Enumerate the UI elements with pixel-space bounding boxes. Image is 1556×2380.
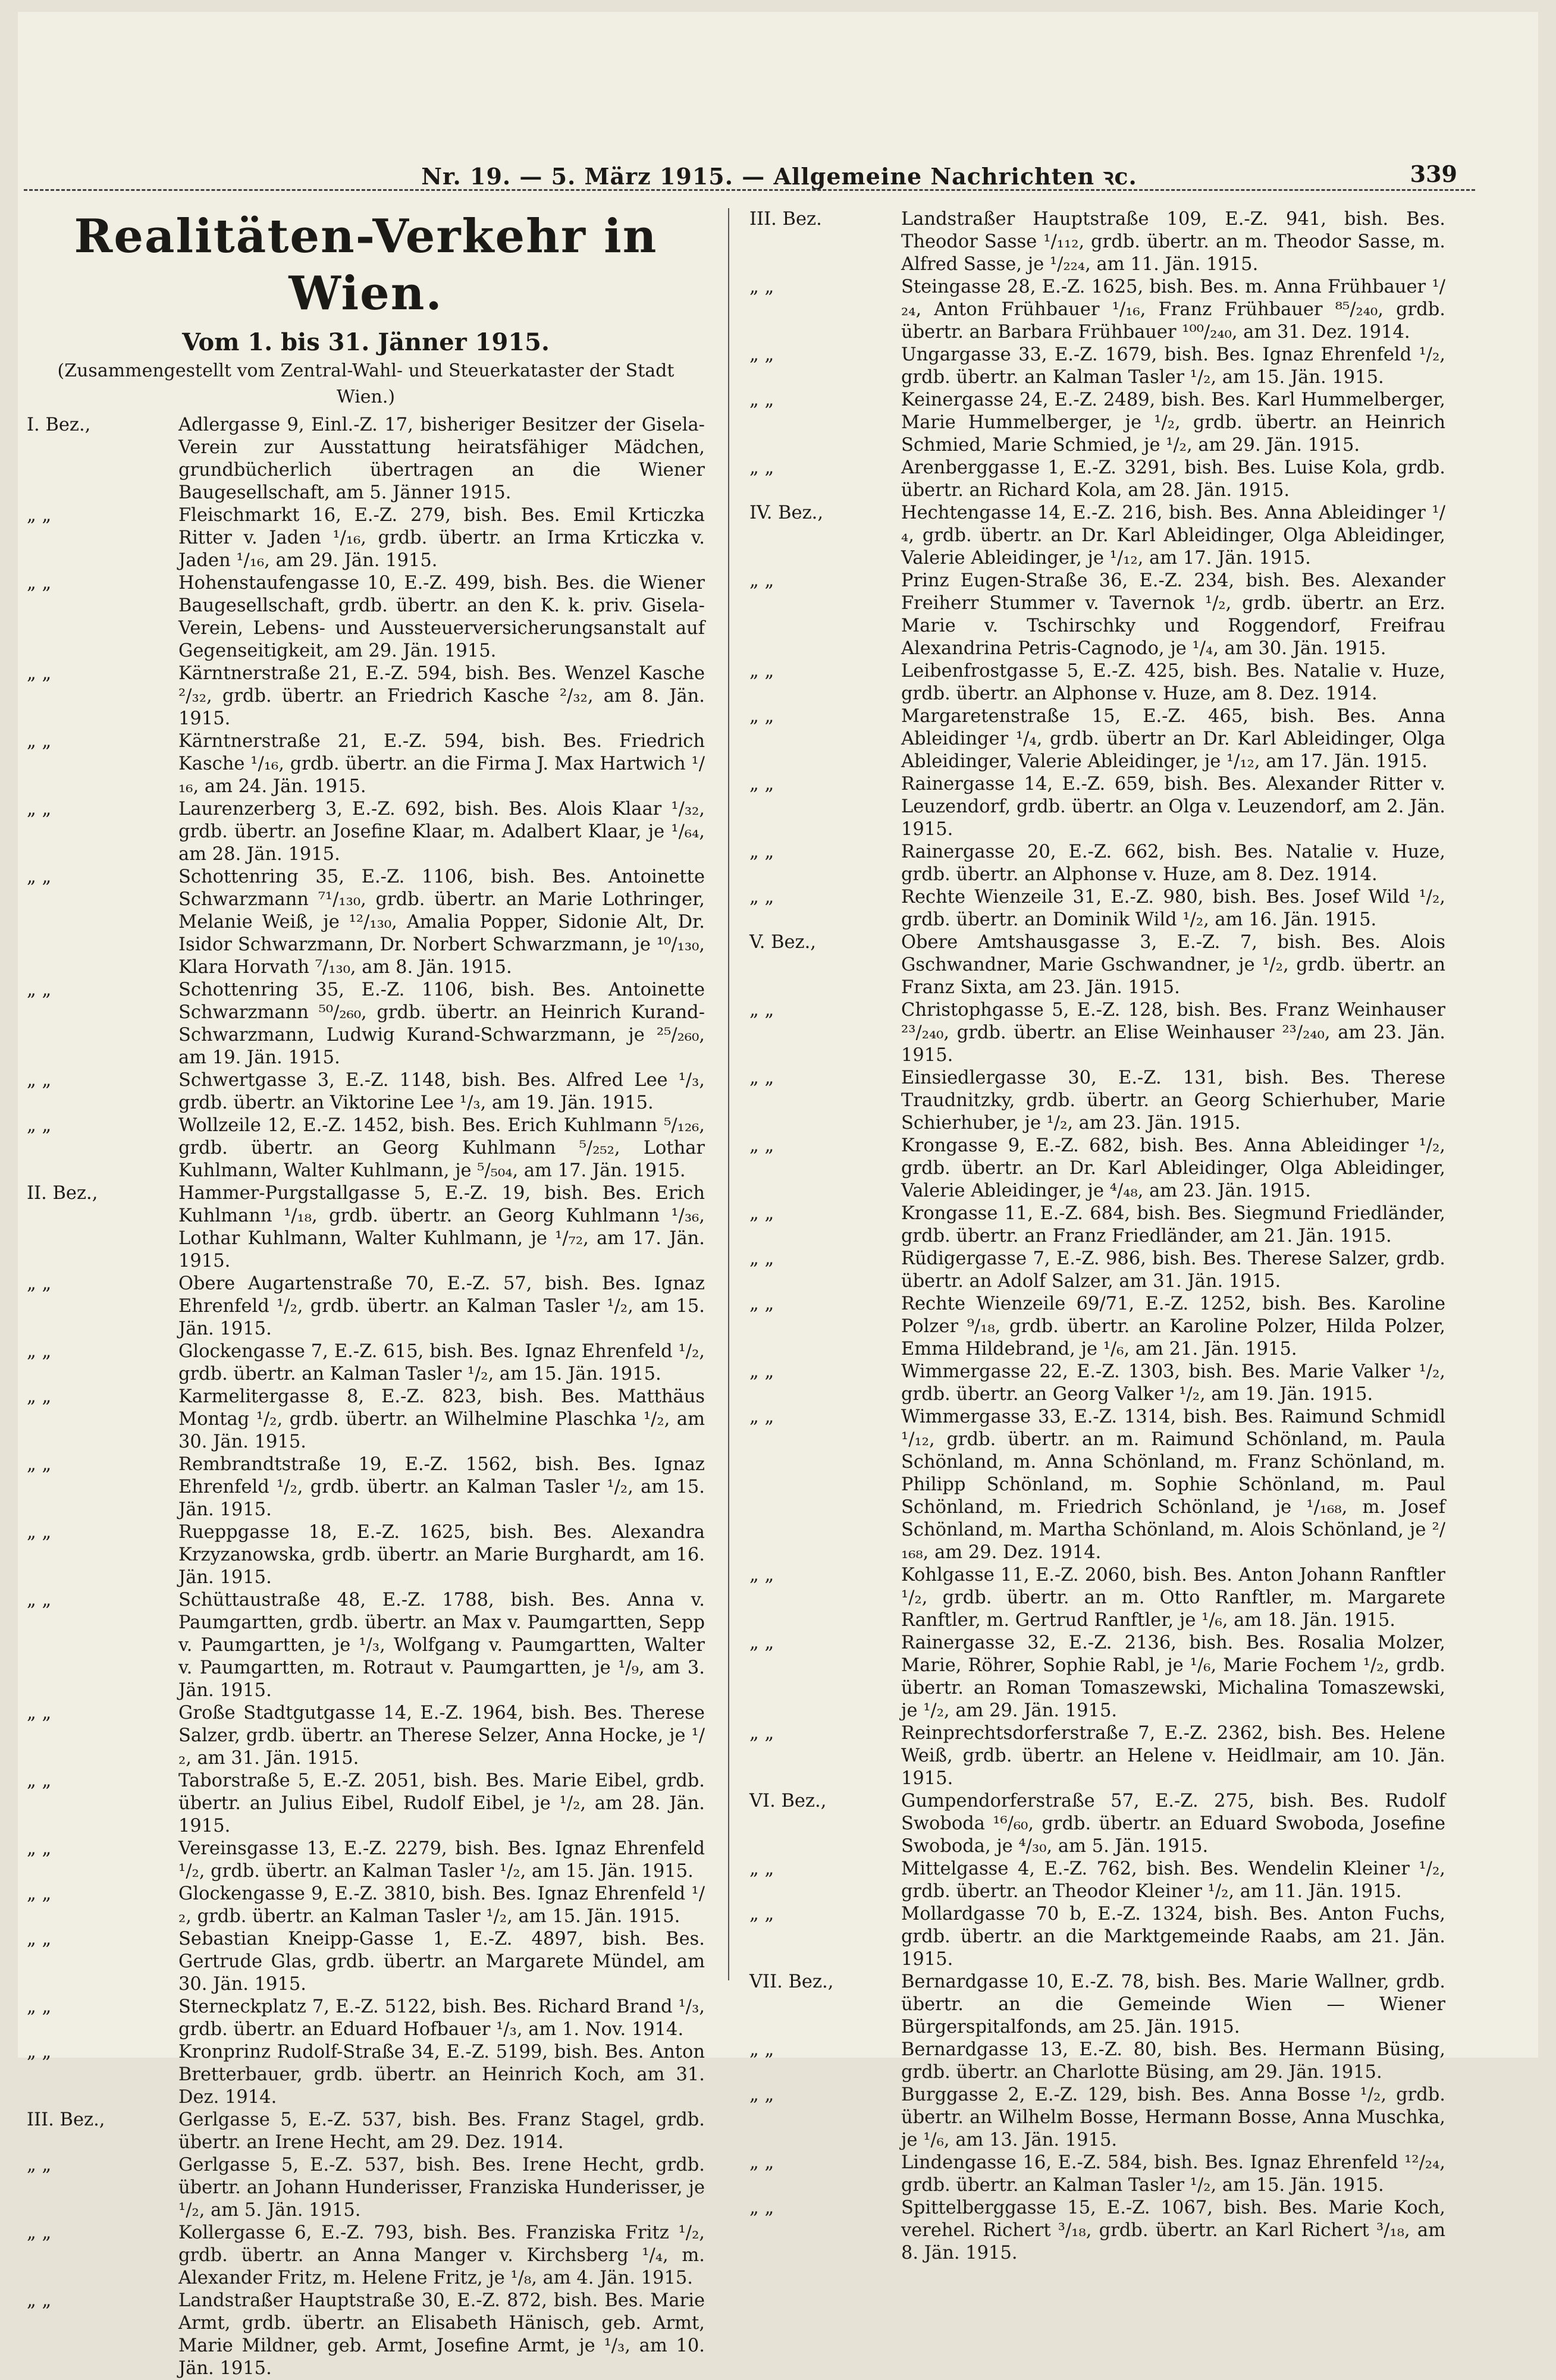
entry-text: Steingasse 28, E.-Z. 1625, bish. Bes. m. Anna Frühbauer ¹/₂₄, Anton Frühbauer ¹/₁₆, Franz Frühbauer ⁸⁵/₂₄₀, grdb. übertr. an Barbara Frühbauer ¹⁰⁰/₂₄₀, am 31. Dez. 1914.	[901, 277, 1445, 343]
register-entry	[27, 1521, 705, 1589]
entry-text: Burggasse 2, E.-Z. 129, bish. Bes. Anna Bosse ¹/₂, grdb. übertr. an Wilhelm Bosse, Hermann Bosse, Anna Muschka, je ¹/₆, am 13. Jän. 1915.	[901, 2084, 1445, 2150]
district-label: „ „	[27, 1929, 52, 1949]
entry-text: Mollardgasse 70 b, E.-Z. 1324, bish. Bes. Anton Fuchs, grdb. übertr. an die Marktgemeinde Raabs, am 21. Jän. 1915.	[901, 1904, 1445, 1970]
register-entry	[27, 504, 705, 572]
district-label: „ „	[749, 2152, 774, 2173]
entry-text: Leibenfrostgasse 5, E.-Z. 425, bish. Bes. Natalie v. Huze, grdb. übertr. an Alphonse v. Huze, am 8. Dez. 1914.	[901, 661, 1445, 704]
register-entry	[749, 570, 1445, 660]
register-entry	[27, 2109, 705, 2154]
entry-text: Taborstraße 5, E.-Z. 2051, bish. Bes. Marie Eibel, grdb. übertr. an Julius Eibel, Rudolf Eibel, je ¹/₂, am 28. Jän. 1915.	[178, 1770, 705, 1836]
district-label: „ „	[749, 2197, 774, 2218]
district-label: „ „	[749, 1293, 774, 1314]
entry-text: Kärntnerstraße 21, E.-Z. 594, bish. Bes. Friedrich Kasche ¹/₁₆, grdb. übertr. an die Firma J. Max Hartwich ¹/₁₆, am 24. Jän. 1915.	[178, 731, 705, 797]
district-label: „ „	[27, 1838, 52, 1859]
entry-text: Bernardgasse 13, E.-Z. 80, bish. Bes. Hermann Büsing, grdb. übertr. an Charlotte Büsing, am 29. Jän. 1915.	[901, 2039, 1445, 2083]
running-title: Nr. 19. — 5. März 1915. — Allgemeine Nachrichten ꝛc.	[421, 163, 1137, 190]
entry-text: Kohlgasse 11, E.-Z. 2060, bish. Bes. Anton Johann Ranftler ¹/₂, grdb. übertr. an m. Otto Ranftler, m. Margarete Ranftler, m. Gertrud Ranftler, je ¹/₆, am 18. Jän. 1915.	[901, 1565, 1445, 1631]
entry-text: Hammer-Purgstallgasse 5, E.-Z. 19, bish. Bes. Erich Kuhlmann ¹/₁₈, grdb. übertr. an Georg Kuhlmann ¹/₃₆, Lothar Kuhlmann, Walter Kuhlmann, je ¹/₇₂, am 17. Jän. 1915.	[178, 1183, 705, 1271]
district-label: „ „	[749, 887, 774, 908]
register-entry	[27, 1996, 705, 2041]
register-entry	[27, 1589, 705, 1702]
entry-text: Rüdigergasse 7, E.-Z. 986, bish. Bes. Therese Salzer, grdb. übertr. an Adolf Salzer, am 31. Jän. 1915.	[901, 1248, 1445, 1292]
district-label: „ „	[749, 1904, 774, 1924]
entry-text: Karmelitergasse 8, E.-Z. 823, bish. Bes. Matthäus Montag ¹/₂, grdb. übertr. an Wilhelmine Plaschka ¹/₂, am 30. Jän. 1915.	[178, 1386, 705, 1452]
register-entry	[27, 979, 705, 1069]
register-entry	[749, 1564, 1445, 1632]
entry-text: Mittelgasse 4, E.-Z. 762, bish. Bes. Wendelin Kleiner ¹/₂, grdb. übertr. an Theodor Kleiner ¹/₂, am 11. Jän. 1915.	[901, 1858, 1445, 1902]
entry-text: Bernardgasse 10, E.-Z. 78, bish. Bes. Marie Wallner, grdb. übertr. an die Gemeinde Wien — Wiener Bürgerspitalfonds, am 25. Jän. 1915.	[901, 1971, 1445, 2037]
district-label: „ „	[27, 1996, 52, 2017]
district-label: „ „	[749, 344, 774, 365]
district-label: „ „	[27, 1273, 52, 1294]
district-label: „ „	[27, 1590, 52, 1610]
district-label: II. Bez.,	[27, 1183, 98, 1204]
district-label: „ „	[749, 1203, 774, 1224]
entry-text: Ungargasse 33, E.-Z. 1679, bish. Bes. Ignaz Ehrenfeld ¹/₂, grdb. übertr. an Kalman Tasler ¹/₂, am 15. Jän. 1915.	[901, 344, 1445, 388]
register-entry	[27, 1770, 705, 1838]
entry-text: Rechte Wienzeile 31, E.-Z. 980, bish. Bes. Josef Wild ¹/₂, grdb. übertr. an Dominik Wild ¹/₂, am 16. Jän. 1915.	[901, 887, 1445, 930]
district-label: „ „	[749, 1406, 774, 1427]
register-entry	[749, 886, 1445, 931]
district-label: „ „	[27, 1070, 52, 1091]
district-label: „ „	[27, 1770, 52, 1791]
register-entry	[749, 1067, 1445, 1135]
register-entry	[749, 1790, 1445, 1858]
register-entry	[749, 1971, 1445, 2039]
district-label: „ „	[749, 661, 774, 682]
district-label: „ „	[749, 706, 774, 727]
district-label: „ „	[749, 842, 774, 862]
entry-text: Rainergasse 32, E.-Z. 2136, bish. Bes. Rosalia Molzer, Marie, Röhrer, Sophie Rabl, je ¹/₆, Marie Fochem ¹/₂, grdb. übertr. an Roman Tomaszewski, Michalina Tomaszewski, je ¹/₂, am 29. Jän. 1915.	[901, 1632, 1445, 1721]
district-label: „ „	[27, 1115, 52, 1136]
district-label: „ „	[749, 1361, 774, 1382]
entry-text: Hechtengasse 14, E.-Z. 216, bish. Bes. Anna Ableidinger ¹/₄, grdb. übertr. an Dr. Karl Ableidinger, Olga Ableidinger, Valerie Ableidinger, je ¹/₁₂, am 17. Jän. 1915.	[901, 503, 1445, 569]
entry-text: Reinprechtsdorferstraße 7, E.-Z. 2362, bish. Bes. Helene Weiß, grdb. übertr. an Helene v. Heidlmair, am 10. Jän. 1915.	[901, 1723, 1445, 1789]
register-entry	[27, 730, 705, 798]
district-label: „ „	[27, 2042, 52, 2062]
register-entry	[749, 502, 1445, 570]
entry-text: Kollergasse 6, E.-Z. 793, bish. Bes. Franziska Fritz ¹/₂, grdb. übertr. an Anna Manger v. Kirchsberg ¹/₄, m. Alexander Fritz, m. Helene Fritz, je ¹/₈, am 4. Jän. 1915.	[178, 2222, 705, 2288]
header-rule	[24, 189, 1475, 191]
entry-text: Schottenring 35, E.-Z. 1106, bish. Bes. Antoinette Schwarzmann ⁷¹/₁₃₀, grdb. übertr. an Marie Lothringer, Melanie Weiß, je ¹²/₁₃₀, Amalia Popper, Sidonie Alt, Dr. Isidor Schwarzmann, Dr. Norbert Schwarzmann, je ¹⁰/₁₃₀, Klara Horvath ⁷/₁₃₀, am 8. Jän. 1915.	[178, 866, 705, 978]
entry-text: Laurenzerberg 3, E.-Z. 692, bish. Bes. Alois Klaar ¹/₃₂, grdb. übertr. an Josefine Klaar, m. Adalbert Klaar, je ¹/₆₄, am 28. Jän. 1915.	[178, 799, 705, 865]
register-entry	[749, 2084, 1445, 2152]
district-label: „ „	[27, 1883, 52, 1904]
page-header	[101, 161, 1457, 196]
entry-text: Rechte Wienzeile 69/71, E.-Z. 1252, bish. Bes. Karoline Polzer ⁹/₁₈, grdb. übertr. an Karoline Polzer, Hilda Polzer, Emma Hildebrand, je ¹/₆, am 21. Jän. 1915.	[901, 1293, 1445, 1359]
district-label: VII. Bez.,	[749, 1971, 834, 1992]
entry-text: Sebastian Kneipp-Gasse 1, E.-Z. 4897, bish. Bes. Gertrude Glas, grdb. übertr. an Margarete Mündel, am 30. Jän. 1915.	[178, 1929, 705, 1995]
entry-text: Vereinsgasse 13, E.-Z. 2279, bish. Bes. Ignaz Ehrenfeld ¹/₂, grdb. übertr. an Kalman Tasler ¹/₂, am 15. Jän. 1915.	[178, 1838, 705, 1882]
district-label: „ „	[27, 1703, 52, 1723]
entry-text: Obere Augartenstraße 70, E.-Z. 57, bish. Bes. Ignaz Ehrenfeld ¹/₂, grdb. übertr. an Kalman Tasler ¹/₂, am 15. Jän. 1915.	[178, 1273, 705, 1339]
entry-text: Arenberggasse 1, E.-Z. 3291, bish. Bes. Luise Kola, grdb. übertr. an Richard Kola, am 28. Jän. 1915.	[901, 457, 1445, 501]
district-label: „ „	[749, 1000, 774, 1021]
register-entry	[27, 662, 705, 730]
register-entry	[27, 1114, 705, 1182]
district-label: „ „	[27, 866, 52, 887]
entry-text: Christophgasse 5, E.-Z. 128, bish. Bes. Franz Weinhauser ²³/₂₄₀, grdb. übertr. an Elise Weinhauser ²³/₂₄₀, am 23. Jän. 1915.	[901, 1000, 1445, 1066]
register-entry	[749, 1248, 1445, 1293]
district-label: „ „	[749, 570, 774, 591]
register-entry	[749, 660, 1445, 705]
article-title: Realitäten-Verkehr in Wien.	[74, 209, 658, 321]
register-entry	[27, 572, 705, 662]
entry-text: Margaretenstraße 15, E.-Z. 465, bish. Bes. Anna Ableidinger ¹/₄, grdb. übertr an Dr. Karl Ableidinger, Olga Ableidinger, Valerie Ableidinger, je ¹/₁₂, am 17. Jän. 1915.	[901, 706, 1445, 772]
register-entry	[749, 931, 1445, 999]
register-entry	[27, 1838, 705, 1883]
entry-text: Wimmergasse 33, E.-Z. 1314, bish. Bes. Raimund Schmidl ¹/₁₂, grdb. übertr. an m. Raimund Schönland, m. Paula Schönland, m. Anna Schönland, m. Franz Schönland, m. Philipp Schönland, m. Sophie Schönland, m. Paul Schönland, m. Friedrich Schönland, je ¹/₁₆₈, m. Josef Schönland, m. Martha Schönland, m. Alois Schönland, je ²/₁₆₈, am 29. Dez. 1914.	[901, 1406, 1445, 1563]
district-label: „ „	[749, 1248, 774, 1269]
register-entry	[27, 798, 705, 866]
district-label: I. Bez.,	[27, 415, 91, 435]
entry-text: Einsiedlergasse 30, E.-Z. 131, bish. Bes. Therese Traudnitzky, grdb. übertr. an Georg Schierhuber, Marie Schierhuber, je ¹/₂, am 23. Jän. 1915.	[901, 1067, 1445, 1134]
entry-text: Obere Amtshausgasse 3, E.-Z. 7, bish. Bes. Alois Gschwandner, Marie Gschwandner, je ¹/₂, grdb. übertr. an Franz Sixta, am 23. Jän. 1915.	[901, 932, 1445, 998]
register-entry	[749, 1858, 1445, 1903]
entry-text: Wimmergasse 22, E.-Z. 1303, bish. Bes. Marie Valker ¹/₂, grdb. übertr. an Georg Valker ¹/₂, am 19. Jän. 1915.	[901, 1361, 1445, 1405]
register-entry	[749, 208, 1445, 276]
page-number: 339	[1410, 161, 1457, 187]
district-label: „ „	[749, 457, 774, 478]
district-label: „ „	[27, 2290, 52, 2311]
district-label: „ „	[749, 774, 774, 795]
entry-text: Landstraßer Hauptstraße 30, E.-Z. 872, bish. Bes. Marie Armt, grdb. übertr. an Elisabeth Hänisch, geb. Armt, Marie Mildner, geb. Armt, Josefine Armt, je ¹/₃, am 10. Jän. 1915.	[178, 2290, 705, 2379]
entry-text: Schottenring 35, E.-Z. 1106, bish. Bes. Antoinette Schwarzmann ⁵⁰/₂₆₀, grdb. übertr. an Heinrich Kurand-Schwarzmann, Ludwig Kurand-Schwarzmann, je ²⁵/₂₆₀, am 19. Jän. 1915.	[178, 979, 705, 1068]
district-label: IV. Bez.,	[749, 503, 824, 523]
district-label: „ „	[27, 505, 52, 526]
district-label: „ „	[27, 573, 52, 594]
register-entry	[27, 2154, 705, 2222]
register-entry	[27, 1182, 705, 1273]
register-entry	[27, 1386, 705, 1453]
register-entry	[27, 414, 705, 504]
district-label: „ „	[749, 277, 774, 297]
register-entry	[749, 1202, 1445, 1248]
entry-text: Rueppgasse 18, E.-Z. 1625, bish. Bes. Alexandra Krzyzanowska, grdb. übertr. an Marie Burghardt, am 16. Jän. 1915.	[178, 1522, 705, 1588]
article-subtitle: Vom 1. bis 31. Jänner 1915.	[182, 328, 550, 356]
register-entry	[27, 1453, 705, 1521]
register-entry	[27, 1069, 705, 1114]
entry-text: Schwertgasse 3, E.-Z. 1148, bish. Bes. Alfred Lee ¹/₃, grdb. übertr. an Viktorine Lee ¹/₃, am 19. Jän. 1915.	[178, 1070, 705, 1113]
register-entry	[27, 2222, 705, 2290]
entry-text: Kärntnerstraße 21, E.-Z. 594, bish. Bes. Wenzel Kasche ²/₃₂, grdb. übertr. an Friedrich Kasche ²/₃₂, am 8. Jän. 1915.	[178, 663, 705, 729]
left-column	[27, 208, 705, 2380]
entry-text: Lindengasse 16, E.-Z. 584, bish. Bes. Ignaz Ehrenfeld ¹²/₂₄, grdb. übertr. an Kalman Tasler ¹/₂, am 15. Jän. 1915.	[901, 2152, 1445, 2196]
register-entry	[749, 1135, 1445, 1202]
district-label: „ „	[749, 1067, 774, 1088]
district-label: VI. Bez.,	[749, 1791, 827, 1811]
entry-text: Adlergasse 9, Einl.-Z. 17, bisheriger Besitzer der Gisela-Verein zur Ausstattung heiratsfähiger Mädchen, grundbücherlich übertragen an die Wiener Baugesellschaft, am 5. Jänner 1915.	[178, 415, 705, 503]
district-label: „ „	[749, 1632, 774, 1653]
district-label: „ „	[27, 1386, 52, 1407]
district-label: „ „	[27, 731, 52, 752]
district-label: „ „	[27, 663, 52, 684]
entry-text: Große Stadtgutgasse 14, E.-Z. 1964, bish. Bes. Therese Salzer, grdb. übertr. an Therese Selzer, Anna Hocke, je ¹/₂, am 31. Jän. 1915.	[178, 1703, 705, 1769]
entry-text: Kronprinz Rudolf-Straße 34, E.-Z. 5199, bish. Bes. Anton Bretterbauer, grdb. übertr. an Heinrich Koch, am 31. Dez. 1914.	[178, 2042, 705, 2108]
district-label: III. Bez.,	[27, 2109, 105, 2130]
district-label: „ „	[27, 1454, 52, 1475]
district-label: „ „	[749, 1135, 774, 1156]
entry-text: Rainergasse 14, E.-Z. 659, bish. Bes. Alexander Ritter v. Leuzendorf, grdb. übertr. an Olga v. Leuzendorf, am 2. Jän. 1915.	[901, 774, 1445, 840]
entry-text: Landstraßer Hauptstraße 109, E.-Z. 941, bish. Bes. Theodor Sasse ¹/₁₁₂, grdb. übertr. an m. Theodor Sasse, m. Alfred Sasse, je ¹/₂₂₄, am 11. Jän. 1915.	[901, 209, 1445, 275]
district-label: III. Bez.	[749, 209, 822, 230]
district-label: „ „	[27, 1522, 52, 1543]
register-entry	[749, 457, 1445, 502]
entry-text: Krongasse 11, E.-Z. 684, bish. Bes. Siegmund Friedländer, grdb. übertr. an Franz Friedländer, am 21. Jän. 1915.	[901, 1203, 1445, 1246]
entry-text: Spittelberggasse 15, E.-Z. 1067, bish. Bes. Marie Koch, verehel. Richert ³/₁₈, grdb. übertr. an Karl Richert ³/₁₈, am 8. Jän. 1915.	[901, 2197, 1445, 2263]
register-entry	[27, 2041, 705, 2109]
register-entry	[749, 2197, 1445, 2265]
register-entry	[27, 1340, 705, 1386]
register-entry	[27, 2290, 705, 2380]
district-label: „ „	[749, 1565, 774, 1585]
district-label: „ „	[27, 2222, 52, 2243]
register-entry	[749, 841, 1445, 886]
entry-text: Krongasse 9, E.-Z. 682, bish. Bes. Anna Ableidinger ¹/₂, grdb. übertr. an Dr. Karl Ableidinger, Olga Ableidinger, Valerie Ableidinger, je ⁴/₄₈, am 23. Jän. 1915.	[901, 1135, 1445, 1201]
district-label: „ „	[749, 1858, 774, 1879]
register-entry	[749, 705, 1445, 773]
entry-text: Gumpendorferstraße 57, E.-Z. 275, bish. Bes. Rudolf Swoboda ¹⁶/₆₀, grdb. übertr. an Eduard Swoboda, Josefine Swoboda, je ⁴/₃₀, am 5. Jän. 1915.	[901, 1791, 1445, 1857]
right-column	[749, 208, 1445, 2265]
register-entry	[27, 1883, 705, 1928]
source-note: (Zusammengestellt vom Zentral-Wahl- und Steuerkataster der Stadt Wien.)	[57, 360, 675, 407]
entry-text: Glockengasse 9, E.-Z. 3810, bish. Bes. Ignaz Ehrenfeld ¹/₂, grdb. übertr. an Kalman Tasler ¹/₂, am 15. Jän. 1915.	[178, 1883, 705, 1927]
entry-text: Hohenstaufengasse 10, E.-Z. 499, bish. Bes. die Wiener Baugesellschaft, grdb. übertr. an den K. k. priv. Gisela-Verein, Lebens- und Aussteuerversicherungsanstalt auf Gegenseitigkeit, am 29. Jän. 1915.	[178, 573, 705, 661]
district-label: „ „	[749, 2039, 774, 2060]
entry-text: Fleischmarkt 16, E.-Z. 279, bish. Bes. Emil Krticzka Ritter v. Jaden ¹/₁₆, grdb. übertr. an Irma Krticzka v. Jaden ¹/₁₆, am 29. Jän. 1915.	[178, 505, 705, 571]
district-label: „ „	[27, 799, 52, 820]
register-entry	[749, 1406, 1445, 1564]
register-entry	[749, 2039, 1445, 2084]
register-entry	[749, 773, 1445, 841]
register-entry	[749, 1361, 1445, 1406]
entry-text: Keinergasse 24, E.-Z. 2489, bish. Bes. Karl Hummelberger, Marie Hummelberger, je ¹/₂, grdb. übertr. an Heinrich Schmied, Marie Schmied, je ¹/₂, am 29. Jän. 1915.	[901, 390, 1445, 456]
register-entry	[749, 1632, 1445, 1722]
register-entry	[749, 1293, 1445, 1361]
district-label: „ „	[27, 979, 52, 1000]
register-entry	[27, 1928, 705, 1996]
register-entry	[27, 1702, 705, 1770]
entry-text: Sterneckplatz 7, E.-Z. 5122, bish. Bes. Richard Brand ¹/₃, grdb. übertr. an Eduard Hofbauer ¹/₃, am 1. Nov. 1914.	[178, 1996, 705, 2040]
district-label: „ „	[749, 1723, 774, 1744]
district-label: „ „	[27, 2155, 52, 2175]
register-entry	[27, 866, 705, 979]
entry-text: Rembrandtstraße 19, E.-Z. 1562, bish. Bes. Ignaz Ehrenfeld ¹/₂, grdb. übertr. an Kalman Tasler ¹/₂, am 15. Jän. 1915.	[178, 1454, 705, 1520]
register-entry	[749, 344, 1445, 389]
register-entry	[749, 2152, 1445, 2197]
district-label: „ „	[749, 2084, 774, 2105]
entry-text: Gerlgasse 5, E.-Z. 537, bish. Bes. Franz Stagel, grdb. übertr. an Irene Hecht, am 29. Dez. 1914.	[178, 2109, 705, 2153]
register-entry	[749, 999, 1445, 1067]
register-entry	[27, 1273, 705, 1340]
register-entry	[749, 389, 1445, 457]
register-entry	[749, 1722, 1445, 1790]
entry-text: Gerlgasse 5, E.-Z. 537, bish. Bes. Irene Hecht, grdb. übertr. an Johann Hunderisser, Franziska Hunderisser, je ¹/₂, am 5. Jän. 1915.	[178, 2155, 705, 2221]
district-label: „ „	[27, 1341, 52, 1362]
register-entry	[749, 276, 1445, 344]
entry-text: Prinz Eugen-Straße 36, E.-Z. 234, bish. Bes. Alexander Freiherr Stummer v. Tavernok ¹/₂, grdb. übertr. an Erz. Marie v. Tschirschky und Roggendorf, Freifrau Alexandrina Petris-Cagnodo, je ¹/₄, am 30. Jän. 1915.	[901, 570, 1445, 659]
entry-text: Wollzeile 12, E.-Z. 1452, bish. Bes. Erich Kuhlmann ⁵/₁₂₆, grdb. übertr. an Georg Kuhlmann ⁵/₂₅₂, Lothar Kuhlmann, Walter Kuhlmann, je ⁵/₅₀₄, am 17. Jän. 1915.	[178, 1115, 705, 1181]
register-entry	[749, 1903, 1445, 1971]
column-divider	[728, 208, 729, 1980]
entry-text: Schüttaustraße 48, E.-Z. 1788, bish. Bes. Anna v. Paumgartten, grdb. übertr. an Max v. Paumgartten, Sepp v. Paumgartten, je ¹/₃, Wolfgang v. Paumgartten, Walter v. Paumgartten, m. Rotraut v. Paumgartten, je ¹/₉, am 3. Jän. 1915.	[178, 1590, 705, 1701]
district-label: „ „	[749, 390, 774, 410]
entry-text: Rainergasse 20, E.-Z. 662, bish. Bes. Natalie v. Huze, grdb. übertr. an Alphonse v. Huze, am 8. Dez. 1914.	[901, 842, 1445, 885]
entry-text: Glockengasse 7, E.-Z. 615, bish. Bes. Ignaz Ehrenfeld ¹/₂, grdb. übertr. an Kalman Tasler ¹/₂, am 15. Jän. 1915.	[178, 1341, 705, 1384]
district-label: V. Bez.,	[749, 932, 817, 953]
